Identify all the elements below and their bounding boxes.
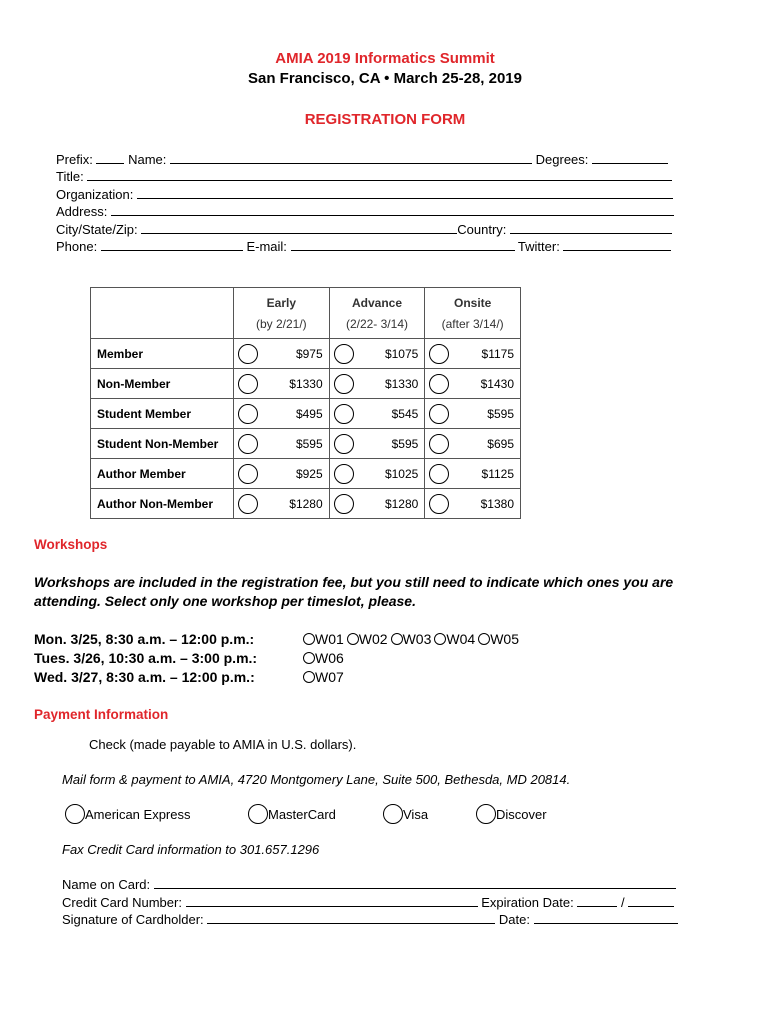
col-onsite-dates: (after 3/14/) [441, 316, 504, 331]
degrees-field[interactable] [592, 151, 668, 164]
radio-circle[interactable] [347, 633, 359, 645]
country-field[interactable] [510, 221, 672, 234]
card-amex[interactable] [65, 804, 190, 824]
phone-label: Phone: [56, 239, 98, 254]
row-prefix-name [56, 151, 676, 167]
radio-circle[interactable] [429, 494, 449, 514]
price: $1025 [384, 466, 419, 481]
workshops-heading: Workshops [34, 537, 108, 552]
price: $975 [295, 346, 323, 361]
workshop-w07[interactable] [303, 669, 344, 685]
fee-row-author-non-member [91, 489, 521, 519]
workshop-code: W05 [490, 631, 519, 647]
option-author-non-member-onsite[interactable] [425, 494, 520, 514]
city-label: City/State/Zip: [56, 222, 138, 237]
option-author-non-member-early[interactable] [234, 494, 329, 514]
workshop-code: W04 [446, 631, 476, 647]
event-location: San Francisco, CA • March 25-28, 2019 [248, 70, 522, 87]
row-address [56, 203, 676, 219]
radio-circle[interactable] [334, 374, 354, 394]
slot-wed-label: Wed. 3/27, 8:30 a.m. – 12:00 p.m.: [34, 669, 255, 685]
country-label: Country: [457, 222, 507, 237]
radio-circle[interactable] [334, 494, 354, 514]
radio-circle[interactable] [238, 434, 258, 454]
radio-circle[interactable] [238, 374, 258, 394]
card-number-label: Credit Card Number: [62, 895, 182, 910]
card-label: Visa [403, 806, 429, 822]
row-city [56, 221, 676, 237]
col-advance-label: Advance [351, 295, 402, 310]
option-member-advance[interactable] [330, 344, 425, 364]
radio-circle[interactable] [478, 633, 490, 645]
row-signature [62, 911, 692, 927]
name-on-card-field[interactable] [154, 876, 676, 889]
radio-circle[interactable] [383, 804, 403, 824]
radio-circle[interactable] [429, 374, 449, 394]
workshop-w04[interactable] [434, 631, 475, 647]
form-title: REGISTRATION FORM [304, 111, 466, 128]
row-label: Non-Member [91, 369, 234, 399]
name-field[interactable] [170, 151, 532, 164]
prefix-field[interactable] [96, 151, 124, 164]
signature-field[interactable] [207, 911, 495, 924]
workshop-code: W07 [315, 669, 344, 685]
row-label: Author Non-Member [91, 489, 234, 519]
organization-field[interactable] [137, 186, 673, 199]
radio-circle[interactable] [391, 633, 403, 645]
price: $595 [295, 436, 323, 451]
price: $1330 [384, 376, 419, 391]
option-non-member-advance[interactable] [330, 374, 425, 394]
row-name-on-card [62, 876, 682, 892]
radio-circle[interactable] [334, 344, 354, 364]
title-label: Title: [56, 169, 84, 184]
card-mastercard[interactable] [248, 804, 336, 824]
slot-mon-label: Mon. 3/25, 8:30 a.m. – 12:00 p.m.: [34, 631, 255, 647]
col-advance [329, 288, 425, 339]
row-card-number [62, 894, 692, 910]
price: $695 [487, 436, 514, 451]
price: $1175 [481, 346, 514, 361]
radio-circle[interactable] [65, 804, 85, 824]
registration-fees-table [90, 287, 521, 519]
workshops-intro-line2: attending. Select only one workshop per timeslot, please. [34, 593, 416, 609]
workshop-w01[interactable] [303, 631, 344, 647]
radio-circle[interactable] [303, 671, 315, 683]
fee-row-author-member [91, 459, 521, 489]
option-member-onsite[interactable] [425, 344, 520, 364]
fee-row-member [91, 339, 521, 369]
card-label: MasterCard [268, 806, 336, 822]
organization-label: Organization: [56, 187, 134, 202]
radio-circle[interactable] [434, 633, 446, 645]
mail-instructions: Mail form & payment to AMIA, 4720 Montgomery Lane, Suite 500, Bethesda, MD 20814. [62, 772, 571, 787]
slot-mon-options [303, 631, 522, 650]
radio-circle[interactable] [476, 804, 496, 824]
option-student-member-early[interactable] [234, 404, 329, 424]
radio-circle[interactable] [334, 464, 354, 484]
slot-tue-label: Tues. 3/26, 10:30 a.m. – 3:00 p.m.: [34, 650, 258, 666]
workshop-code: W02 [358, 631, 388, 647]
radio-circle[interactable] [334, 404, 354, 424]
col-early-dates: (by 2/21/) [255, 316, 307, 331]
option-non-member-onsite[interactable] [425, 374, 520, 394]
option-author-member-early[interactable] [234, 464, 329, 484]
row-label: Student Non-Member [91, 429, 234, 459]
radio-circle[interactable] [429, 344, 449, 364]
radio-circle[interactable] [238, 404, 258, 424]
price: $595 [487, 406, 514, 421]
option-non-member-early[interactable] [234, 374, 329, 394]
col-early-label: Early [266, 295, 296, 310]
date-label: Date: [498, 912, 530, 927]
fee-row-student-non-member [91, 429, 521, 459]
row-phone [56, 238, 686, 254]
radio-circle[interactable] [248, 804, 268, 824]
expiration-year-field[interactable] [628, 894, 674, 907]
signature-label: Signature of Cardholder: [62, 912, 204, 927]
price: $1125 [481, 466, 514, 481]
option-student-member-advance[interactable] [330, 404, 425, 424]
card-label: American Express [85, 806, 191, 822]
price: $1430 [480, 376, 514, 391]
card-discover[interactable] [476, 804, 547, 824]
price: $1380 [480, 496, 514, 511]
option-student-non-member-onsite[interactable] [425, 434, 520, 454]
price: $1330 [289, 376, 323, 391]
option-author-non-member-advance[interactable] [330, 494, 425, 514]
radio-circle[interactable] [238, 494, 258, 514]
row-label: Author Member [91, 459, 234, 489]
city-field[interactable] [141, 221, 457, 234]
address-label: Address: [56, 204, 108, 219]
option-member-early[interactable] [234, 344, 329, 364]
workshop-code: W03 [402, 631, 432, 647]
col-onsite-label: Onsite [453, 295, 492, 310]
workshop-w06[interactable] [303, 650, 344, 666]
row-label: Member [91, 339, 234, 369]
fax-instructions: Fax Credit Card information to 301.657.1296 [62, 842, 320, 857]
card-visa[interactable] [383, 804, 428, 824]
name-label: Name: [128, 152, 167, 167]
slot-tue-options [303, 650, 347, 669]
payment-heading: Payment Information [34, 707, 169, 722]
prefix-label: Prefix: [56, 152, 93, 167]
price: $495 [295, 406, 323, 421]
email-label: E-mail: [246, 239, 287, 254]
workshop-code: W06 [315, 650, 344, 666]
col-early [234, 288, 330, 339]
twitter-label: Twitter: [517, 239, 560, 254]
workshops-intro-line1: Workshops are included in the registration fee, but you still need to indicate which ones you are [34, 574, 674, 590]
radio-circle[interactable] [334, 434, 354, 454]
workshop-w03[interactable] [391, 631, 432, 647]
check-option: Check (made payable to AMIA in U.S. dollars). [89, 737, 357, 752]
col-advance-dates: (2/22- 3/14) [345, 316, 408, 331]
price: $1280 [384, 496, 419, 511]
workshop-w05[interactable] [478, 631, 519, 647]
expiration-label: Expiration Date: [481, 895, 574, 910]
event-title: AMIA 2019 Informatics Summit [275, 50, 495, 67]
card-label: Discover [496, 806, 547, 822]
address-field[interactable] [111, 203, 674, 216]
name-on-card-label: Name on Card: [62, 877, 151, 892]
radio-circle[interactable] [429, 434, 449, 454]
option-author-member-advance[interactable] [330, 464, 425, 484]
email-field[interactable] [291, 238, 515, 251]
expiration-slash: / [620, 895, 625, 910]
price: $1280 [289, 496, 323, 511]
fee-row-student-member [91, 399, 521, 429]
phone-field[interactable] [101, 238, 243, 251]
workshops-intro [34, 573, 754, 611]
fee-row-non-member [91, 369, 521, 399]
option-author-member-onsite[interactable] [425, 464, 520, 484]
twitter-field[interactable] [563, 238, 671, 251]
date-field[interactable] [534, 911, 678, 924]
price: $595 [391, 436, 419, 451]
workshop-w02[interactable] [347, 631, 388, 647]
header-empty-cell [91, 288, 234, 339]
radio-circle[interactable] [429, 404, 449, 424]
option-student-non-member-advance[interactable] [330, 434, 425, 454]
degrees-label: Degrees: [535, 152, 589, 167]
radio-circle[interactable] [303, 652, 315, 664]
slot-wed-options [303, 669, 347, 688]
price: $925 [295, 466, 323, 481]
radio-circle[interactable] [238, 344, 258, 364]
expiration-month-field[interactable] [577, 894, 617, 907]
radio-circle[interactable] [238, 464, 258, 484]
row-organization [56, 186, 676, 202]
radio-circle[interactable] [429, 464, 449, 484]
price: $1075 [384, 346, 419, 361]
option-student-non-member-early[interactable] [234, 434, 329, 454]
radio-circle[interactable] [303, 633, 315, 645]
option-student-member-onsite[interactable] [425, 404, 520, 424]
card-number-field[interactable] [186, 894, 478, 907]
price: $545 [391, 406, 419, 421]
row-label: Student Member [91, 399, 234, 429]
workshop-code: W01 [315, 631, 344, 647]
row-title [56, 168, 676, 184]
col-onsite [425, 288, 521, 339]
title-field[interactable] [87, 168, 672, 181]
